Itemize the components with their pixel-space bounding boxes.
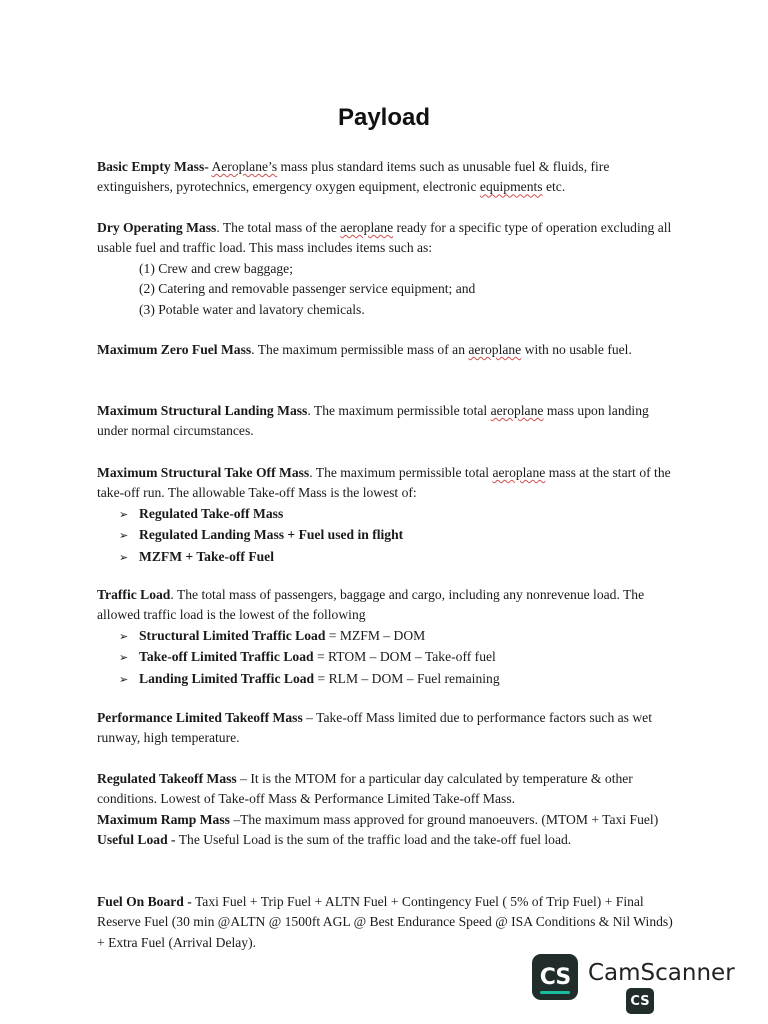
definition-text: . The maximum permissible mass of an: [251, 342, 469, 357]
spellcheck-word: Aeroplane’s: [211, 159, 278, 174]
section-dry-operating-mass: [97, 218, 677, 320]
term-max-structural-takeoff-mass: Maximum Structural Take Off Mass: [97, 465, 310, 480]
term-regulated-takeoff-mass: Regulated Takeoff Mass: [97, 771, 237, 786]
bullet-item: ➢ MZFM + Take-off Fuel: [97, 547, 677, 568]
bullet-item: ➢ Structural Limited Traffic Load = MZFM – DOM: [97, 626, 677, 647]
page-title: Payload: [337, 104, 431, 131]
arrow-bullet-icon: ➢: [119, 629, 129, 643]
arrow-bullet-icon: ➢: [119, 529, 129, 543]
term-traffic-load: Traffic Load: [97, 587, 171, 602]
bullet-item: ➢ Regulated Take-off Mass: [97, 504, 677, 525]
definition-text: mass upon landing under normal circumstances.: [97, 403, 649, 439]
definition-text: . The maximum permissible total: [307, 403, 491, 418]
section-useful-load: [97, 830, 677, 850]
term-dry-operating-mass: Dry Operating Mass: [97, 220, 217, 235]
section-max-structural-takeoff-mass: [97, 463, 677, 568]
definition-text: The Useful Load is the sum of the traffic load and the take-off fuel load.: [175, 832, 572, 848]
section-performance-limited-takeoff-mass: [97, 708, 677, 749]
section-traffic-load: [97, 585, 677, 690]
section-fuel-on-board: [97, 892, 677, 953]
list-item: (3) Potable water and lavatory chemicals.: [139, 301, 365, 317]
spellcheck-word: aeroplane: [468, 342, 522, 357]
arrow-bullet-icon: ➢: [119, 507, 129, 521]
definition-text: Taxi Fuel + Trip Fuel + ALTN Fuel + Contingency Fuel ( 5% of Trip Fuel) + Final Reserve Fuel (30 min @ALTN @ 1500ft AGL @ Best Endurance Speed @ ISA Conditions & Nil Winds) + Extra Fuel (Arrival Delay).: [97, 894, 673, 950]
arrow-bullet-icon: ➢: [119, 550, 129, 564]
term-max-zero-fuel-mass: Maximum Zero Fuel Mass: [97, 342, 252, 357]
definition-text: –The maximum mass approved for ground manoeuvers. (MTOM + Taxi Fuel): [229, 811, 659, 827]
section-max-structural-landing-mass: [97, 401, 677, 442]
definition-text: . The maximum permissible total: [309, 465, 493, 480]
spellcheck-word: aeroplane: [492, 465, 546, 480]
section-regulated-takeoff-mass: [97, 769, 677, 851]
section-basic-empty-mass: [97, 157, 677, 198]
camscanner-small-logo-icon: CS: [626, 988, 654, 1014]
definition-text: . The total mass of the: [216, 220, 341, 235]
definition-text: etc.: [542, 179, 566, 195]
bullet-item: ➢ Landing Limited Traffic Load = RLM – DOM – Fuel remaining: [97, 669, 677, 690]
definition-text: mass at the start of the take-off run. The allowable Take-off Mass is the lowest of:: [97, 465, 671, 501]
definition-text: – It is the MTOM for a particular day calculated by temperature & other conditions. Lowest of Take-off Mass & Performance Limited Take-off Mass.: [97, 771, 633, 807]
camscanner-brand-text: CamScanner: [588, 960, 735, 986]
arrow-bullet-icon: ➢: [119, 672, 129, 686]
bullet-item: ➢ Regulated Landing Mass + Fuel used in flight: [97, 525, 677, 546]
list-item: (2) Catering and removable passenger service equipment; and: [139, 281, 476, 297]
camscanner-logo-icon: CS: [532, 954, 578, 1000]
list-item: (1) Crew and crew baggage;: [139, 260, 293, 276]
term-fuel-on-board: Fuel On Board -: [97, 894, 192, 909]
bullet-item: ➢ Take-off Limited Traffic Load = RTOM – DOM – Take-off fuel: [97, 647, 677, 668]
spellcheck-word: equipments: [479, 179, 543, 195]
definition-text: – Take-off Mass limited due to performance factors such as wet runway, high temperature.: [97, 710, 652, 746]
section-max-zero-fuel-mass: [97, 340, 677, 360]
definition-text: . The total mass of passengers, baggage and cargo, including any nonrevenue load. The allowed traffic load is the lowest of the following: [97, 587, 645, 623]
arrow-bullet-icon: ➢: [119, 651, 129, 665]
term-basic-empty-mass: Basic Empty Mass-: [97, 159, 209, 174]
definition-text: mass plus standard items such as unusable fuel & fluids, fire extinguishers, pyrotechnics, emergency oxygen equipment, electronic: [97, 159, 610, 195]
term-performance-limited-takeoff-mass: Performance Limited Takeoff Mass: [97, 710, 303, 725]
definition-text: with no usable fuel.: [521, 342, 632, 357]
spellcheck-word: aeroplane: [490, 403, 544, 418]
section-max-ramp-mass: [97, 810, 677, 830]
term-max-structural-landing-mass: Maximum Structural Landing Mass: [97, 403, 308, 418]
definition-text: ready for a specific type of operation excluding all usable fuel and traffic load. This mass includes items such as:: [97, 220, 672, 256]
term-max-ramp-mass: Maximum Ramp Mass: [97, 811, 230, 827]
spellcheck-word: aeroplane: [340, 220, 394, 235]
term-useful-load: Useful Load -: [97, 832, 176, 848]
